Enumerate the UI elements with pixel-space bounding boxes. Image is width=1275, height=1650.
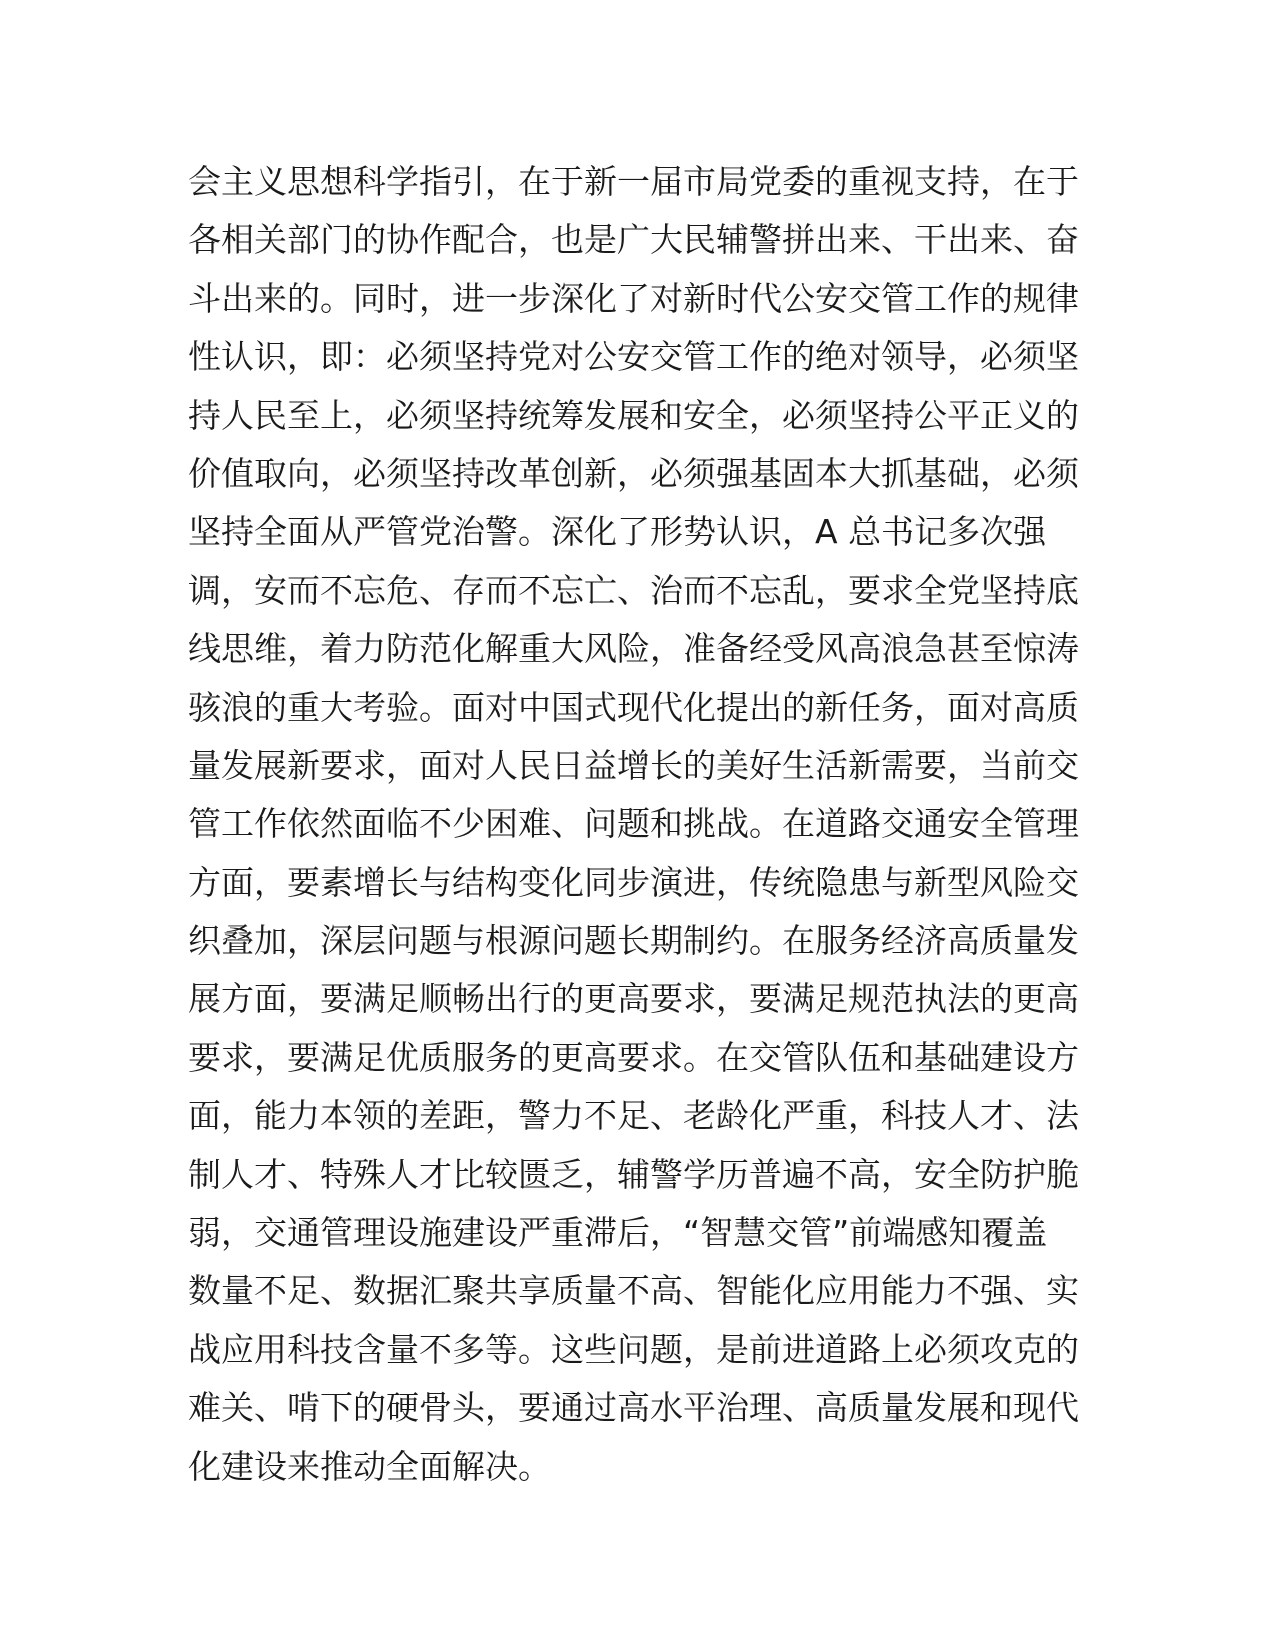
text-line: 面，能力本领的差距，警力不足、老龄化严重，科技人才、法 xyxy=(188,1096,1079,1136)
text-line: 价值取向，必须坚持改革创新，必须强基固本大抓基础，必须 xyxy=(188,453,1079,493)
text-line: 数量不足、数据汇聚共享质量不高、智能化应用能力不强、实 xyxy=(188,1271,1079,1311)
text-line: 弱，交通管理设施建设严重滞后，“智慧交管”前端感知覆盖 xyxy=(188,1213,1048,1253)
text-line: 线思维，着力防范化解重大风险，准备经受风高浪急甚至惊涛 xyxy=(188,629,1079,669)
text-line: 斗出来的。同时，进一步深化了对新时代公安交管工作的规律 xyxy=(188,278,1079,318)
text-line: 展方面，要满足顺畅出行的更高要求，要满足规范执法的更高 xyxy=(188,979,1079,1019)
text-line: 持人民至上，必须坚持统筹发展和安全，必须坚持公平正义的 xyxy=(188,395,1079,435)
text-line: 方面，要素增长与结构变化同步演进，传统隐患与新型风险交 xyxy=(188,862,1079,902)
text-line: 难关、啃下的硬骨头，要通过高水平治理、高质量发展和现代 xyxy=(188,1388,1079,1428)
text-line: 性认识，即：必须坚持党对公安交管工作的绝对领导，必须坚 xyxy=(188,337,1079,377)
text-line: 量发展新要求，面对人民日益增长的美好生活新需要，当前交 xyxy=(188,745,1079,785)
text-line: 调，安而不忘危、存而不忘亡、治而不忘乱，要求全党坚持底 xyxy=(188,570,1079,610)
text-line: 织叠加，深层问题与根源问题长期制约。在服务经济高质量发 xyxy=(188,921,1079,961)
text-line: 会主义思想科学指引，在于新一届市局党委的重视支持，在于 xyxy=(188,162,1079,201)
text-line: 管工作依然面临不少困难、问题和挑战。在道路交通安全管理 xyxy=(188,804,1079,844)
text-line: 坚持全面从严管党治警。深化了形势认识，A 总书记多次强 xyxy=(188,512,1047,552)
text-line: 各相关部门的协作配合，也是广大民辅警拼出来、干出来、奋 xyxy=(188,220,1079,260)
text-line: 制人才、特殊人才比较匮乏，辅警学历普遍不高，安全防护脆 xyxy=(188,1154,1079,1194)
text-line: 骇浪的重大考验。面对中国式现代化提出的新任务，面对高质 xyxy=(188,687,1079,727)
text-line: 化建设来推动全面解决。 xyxy=(188,1446,551,1486)
body-paragraph xyxy=(188,153,1088,1496)
text-line: 要求，要满足优质服务的更高要求。在交管队伍和基础建设方 xyxy=(188,1037,1079,1077)
text-line: 战应用科技含量不多等。这些问题，是前进道路上必须攻克的 xyxy=(188,1329,1079,1369)
